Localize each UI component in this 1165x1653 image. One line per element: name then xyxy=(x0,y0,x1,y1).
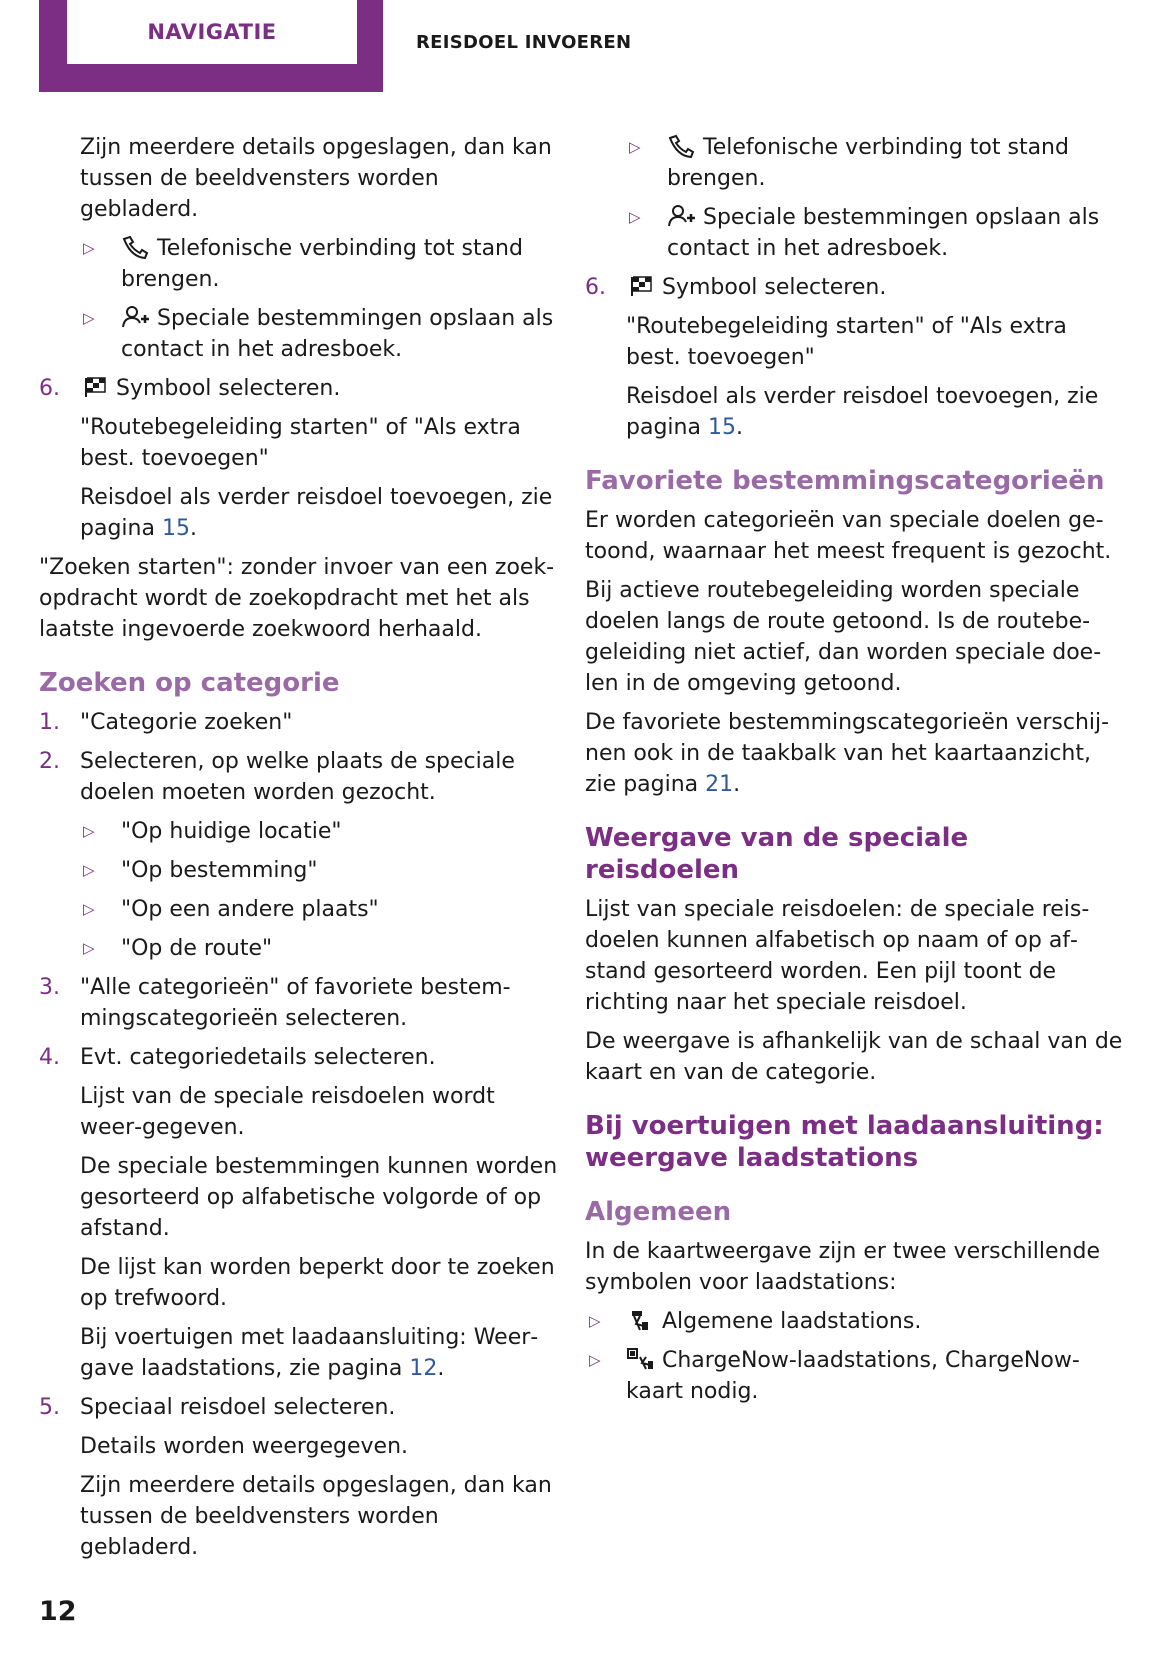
phone-icon xyxy=(121,235,151,259)
page-link[interactable]: 21 xyxy=(705,772,734,797)
destination-flag-icon xyxy=(626,274,656,298)
bullet-text: "Op bestemming" xyxy=(121,858,318,883)
paragraph: Bij actieve routebegeleiding worden speciale doelen langs de route getoond. Is de routebe‐geleiding niet actief, dan worden speciale doe‐len in de omgeving getoond. xyxy=(585,578,1102,696)
step-number: 2. xyxy=(39,749,60,774)
section-tab xyxy=(39,0,383,92)
text: . xyxy=(733,772,741,797)
paragraph: Er worden categorieën van speciale doelen ge‐toond, waarnaar het meest frequent is gezocht. xyxy=(585,508,1112,564)
bullet-text: Telefonische verbinding tot stand brengen. xyxy=(667,135,1069,191)
triangle-bullet-icon: ▷ xyxy=(83,822,95,840)
page-number: 12 xyxy=(39,1596,77,1627)
bullet-item xyxy=(39,816,559,847)
step-text: Speciaal reisdoel selecteren. xyxy=(80,1395,396,1420)
triangle-bullet-icon: ▷ xyxy=(629,208,641,226)
paragraph: De weergave is afhankelijk van de schaal van de kaart en van de categorie. xyxy=(585,1029,1123,1085)
triangle-bullet-icon: ▷ xyxy=(83,309,95,327)
bullet-text: Algemene laadstations. xyxy=(662,1309,922,1334)
text: Bij voertuigen met laadaansluiting: Weer‐gave laadstations, zie pagina xyxy=(80,1325,539,1381)
triangle-bullet-icon: ▷ xyxy=(589,1312,601,1330)
bullet-item xyxy=(39,894,559,925)
section-label: NAVIGATIE xyxy=(147,20,277,44)
step-number: 6. xyxy=(585,275,606,300)
bullet-text: Speciale bestemmingen opslaan als contact in het adresboek. xyxy=(121,306,554,362)
list-item xyxy=(39,1392,559,1423)
step-number: 1. xyxy=(39,710,60,735)
heading-favorite-categories: Favoriete bestemmingscategorieën xyxy=(585,466,1105,496)
charging-station-icon xyxy=(626,1308,656,1332)
add-contact-icon xyxy=(667,204,697,228)
bullet-item xyxy=(585,202,1125,264)
step-text: "Categorie zoeken" xyxy=(80,710,293,735)
paragraph: De speciale bestemmingen kunnen worden gesorteerd op alfabetische volgorde of op afstand. xyxy=(80,1154,558,1241)
bullet-item xyxy=(39,933,559,964)
bullet-text: ChargeNow-laadstations, ChargeNow-kaart nodig. xyxy=(626,1348,1080,1404)
bullet-item xyxy=(585,1345,1125,1407)
bullet-item xyxy=(39,233,559,295)
triangle-bullet-icon: ▷ xyxy=(83,939,95,957)
heading-category-search: Zoeken op categorie xyxy=(39,668,340,698)
paragraph: Lijst van de speciale reisdoelen wordt weer‐gegeven. xyxy=(80,1084,495,1140)
bullet-text: Telefonische verbinding tot stand brengen. xyxy=(121,236,523,292)
paragraph: "Routebegeleiding starten" of "Als extra best. toevoegen" xyxy=(80,415,521,471)
bullet-text: Speciale bestemmingen opslaan als contact in het adresboek. xyxy=(667,205,1100,261)
paragraph xyxy=(585,381,1125,443)
left-column xyxy=(39,132,559,1571)
bullet-text: "Op huidige locatie" xyxy=(121,819,342,844)
bullet-text: "Op een andere plaats" xyxy=(121,897,379,922)
triangle-bullet-icon: ▷ xyxy=(83,861,95,879)
step-text: Selecteren, op welke plaats de speciale doelen moeten worden gezocht. xyxy=(80,749,515,805)
list-item xyxy=(39,373,559,404)
step-text: "Alle categorieën" of favoriete bestem‐mingscategorieën selecteren. xyxy=(80,975,511,1031)
paragraph: "Routebegeleiding starten" of "Als extra best. toevoegen" xyxy=(626,314,1067,370)
phone-icon xyxy=(667,134,697,158)
text: Reisdoel als verder reisdoel toevoegen, zie pagina xyxy=(626,384,1099,440)
list-item xyxy=(39,1042,559,1073)
step-number: 5. xyxy=(39,1395,60,1420)
step-text: Evt. categoriedetails selecteren. xyxy=(80,1045,436,1070)
bullet-item xyxy=(585,132,1125,194)
page-link[interactable]: 15 xyxy=(161,516,190,541)
heading-charging-stations: Bij voertuigen met laadaansluiting: weergave laadstations xyxy=(585,1111,1104,1173)
text: . xyxy=(437,1356,445,1381)
step-text: Symbool selecteren. xyxy=(662,275,887,300)
bullet-item xyxy=(585,1306,1125,1337)
page-link[interactable]: 12 xyxy=(409,1356,438,1381)
paragraph: De lijst kan worden beperkt door te zoeken op trefwoord. xyxy=(80,1255,555,1311)
triangle-bullet-icon: ▷ xyxy=(83,239,95,257)
step-number: 6. xyxy=(39,376,60,401)
list-item xyxy=(585,272,1125,303)
paragraph: Zijn meerdere details opgeslagen, dan kan tussen de beeldvensters worden gebladerd. xyxy=(80,135,552,222)
heading-general: Algemeen xyxy=(585,1197,732,1227)
paragraph xyxy=(585,707,1125,800)
bullet-text: "Op de route" xyxy=(121,936,273,961)
triangle-bullet-icon: ▷ xyxy=(589,1351,601,1369)
add-contact-icon xyxy=(121,305,151,329)
paragraph: In de kaartweergave zijn er twee verschillende symbolen voor laadstations: xyxy=(585,1239,1101,1295)
paragraph: "Zoeken starten": zonder invoer van een zoek‐opdracht wordt de zoekopdracht met het als laatste ingevoerde zoekwoord herhaald. xyxy=(39,555,555,642)
page-link[interactable]: 15 xyxy=(707,415,736,440)
triangle-bullet-icon: ▷ xyxy=(83,900,95,918)
paragraph: Details worden weergegeven. xyxy=(80,1434,409,1459)
text: De favoriete bestemmingscategorieën verschij‐nen ook in de taakbalk van het kaartaanzicht, zie pagina xyxy=(585,710,1110,797)
step-number: 3. xyxy=(39,975,60,1000)
text: . xyxy=(189,516,197,541)
destination-flag-icon xyxy=(80,375,110,399)
text: . xyxy=(735,415,743,440)
page-header-title: REISDOEL INVOEREN xyxy=(416,32,632,53)
paragraph: Lijst van speciale reisdoelen: de speciale reis‐doelen kunnen alfabetisch op naam of op af‐stand gesorteerd worden. Een pijl toont de richting naar het speciale reisdoel. xyxy=(585,897,1090,1015)
step-number: 4. xyxy=(39,1045,60,1070)
section-tab-inner xyxy=(67,0,357,64)
triangle-bullet-icon: ▷ xyxy=(629,138,641,156)
right-column xyxy=(585,132,1125,1415)
text: Reisdoel als verder reisdoel toevoegen, zie pagina xyxy=(80,485,553,541)
bullet-item xyxy=(39,303,559,365)
step-text: Symbool selecteren. xyxy=(116,376,341,401)
bullet-item xyxy=(39,855,559,886)
paragraph: Zijn meerdere details opgeslagen, dan kan tussen de beeldvensters worden gebladerd. xyxy=(80,1473,552,1560)
list-item xyxy=(39,707,559,738)
paragraph xyxy=(39,1322,559,1384)
list-item xyxy=(39,746,559,808)
paragraph xyxy=(39,482,559,544)
list-item xyxy=(39,972,559,1034)
chargenow-station-icon xyxy=(626,1347,656,1371)
heading-display-points: Weergave van de speciale reisdoelen xyxy=(585,823,969,885)
